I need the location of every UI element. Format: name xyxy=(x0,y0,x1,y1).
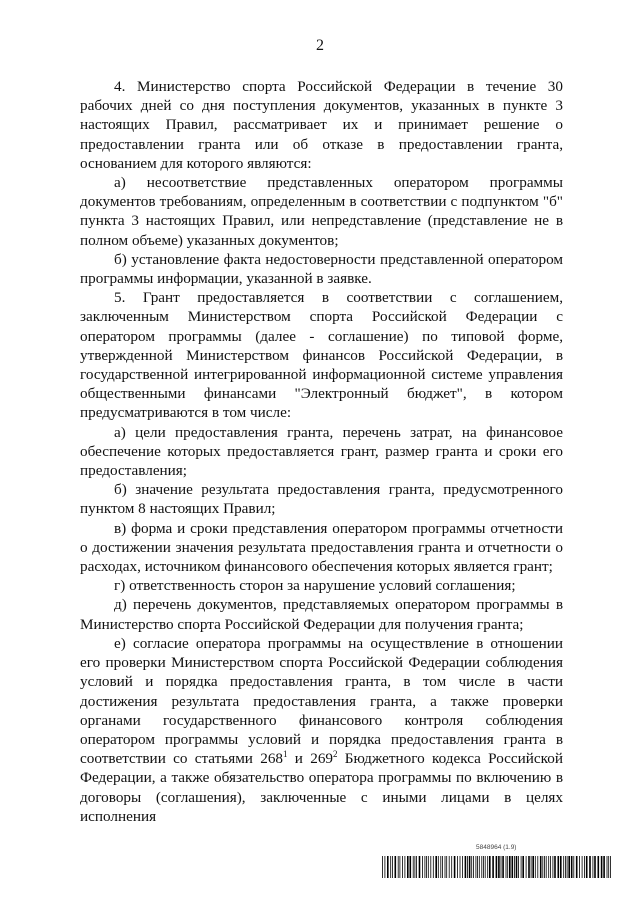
superscript-2: 2 xyxy=(333,749,338,760)
superscript-1: 1 xyxy=(283,749,288,760)
paragraph-5f-part2: и 269 xyxy=(287,750,334,768)
paragraph-5f-part1: е) согласие оператора программы на осуществление в отношении его проверки Министерством спорта Российской Федерации соблюдения условий и порядка предоставления гранта, в том числе в части достижения результата предоставления гранта, а также проверки органами государственного финансового контроля соблюдения оператором программы условий и порядка предоставления гранта в соответствии со статьями 268 xyxy=(80,634,563,768)
paragraph-5a: а) цели предоставления гранта, перечень затрат, на финансовое обеспечение которых предоставляется грант, размер гранта и сроки его предоставления; xyxy=(80,423,563,480)
page-number: 2 xyxy=(316,37,324,54)
document-stamp: 5848964 (1.9) xyxy=(476,844,517,851)
barcode-image xyxy=(382,856,612,878)
paragraph-4a: а) несоответствие представленных оператором программы документов требованиям, определенным в соответствии с подпунктом "б" пункта 3 настоящих Правил, или непредставление (представление не в полном объеме) указанных документов; xyxy=(80,174,563,249)
paragraph-5e: д) перечень документов, представляемых оператором программы в Министерство спорта Российской Федерации для получения гранта; xyxy=(80,596,563,633)
paragraph-5f xyxy=(80,634,563,826)
paragraph-5b: б) значение результата предоставления гранта, предусмотренного пунктом 8 настоящих Правил; xyxy=(80,481,563,518)
document-body xyxy=(80,77,563,826)
paragraph-5d: г) ответственность сторон за нарушение условий соглашения; xyxy=(114,577,516,595)
paragraph-5c: в) форма и сроки представления оператором программы отчетности о достижении значения результата предоставления гранта и отчетности о расходах, источником финансового обеспечения которых является грант; xyxy=(80,519,563,576)
paragraph-4: 4. Министерство спорта Российской Федерации в течение 30 рабочих дней со дня поступления документов, указанных в пункте 3 настоящих Правил, рассматривает их и принимает решение о предоставлении гранта или об отказе в предоставлении гранта, основанием для которого являются: xyxy=(80,78,563,172)
paragraph-5: 5. Грант предоставляется в соответствии с соглашением, заключенным Министерством спорта Российской Федерации с оператором программы (далее - соглашение) по типовой форме, утвержденной Министерством финансов Российской Федерации, в государственной интегрированной информационной системе управления общественными финансами "Электронный бюджет", в котором предусматриваются в том числе: xyxy=(80,289,563,422)
paragraph-5f-part3: Бюджетного кодекса Российской Федерации, а также обязательство оператора программы по включению в договоры (соглашения), заключенные с иными лицами в целях исполнения xyxy=(80,750,563,825)
paragraph-4b: б) установление факта недостоверности представленной оператором программы информации, указанной в заявке. xyxy=(80,250,563,288)
